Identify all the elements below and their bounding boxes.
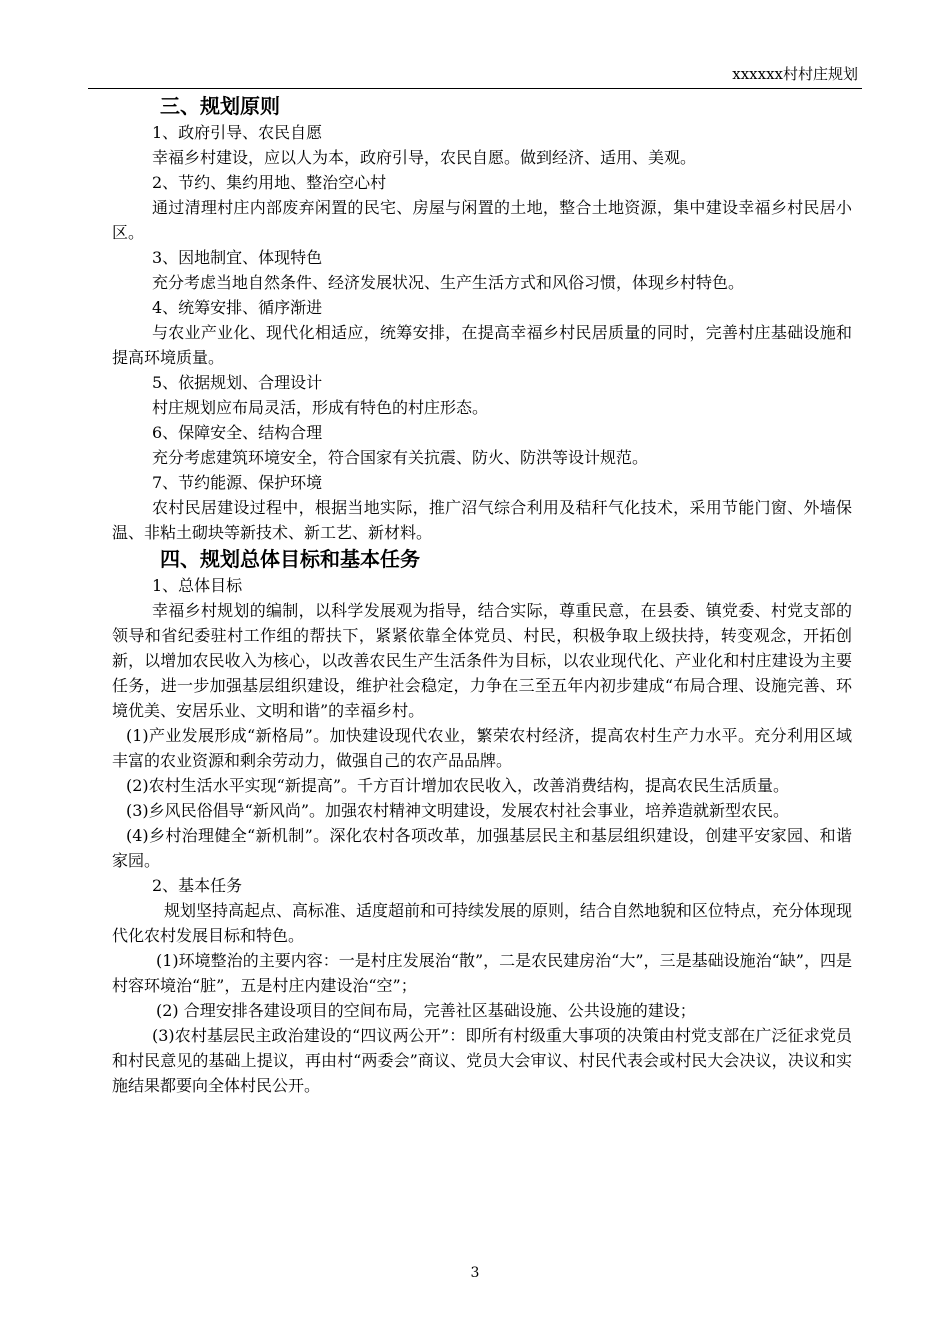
principle-5-title: 5、依据规划、合理设计	[152, 373, 323, 392]
goal-point-1: (1)产业发展形成“新格局”。加快建设现代农业，繁荣农村经济，提高农村生产力水平。充分利用区域丰富的农业资源和剩余劳动力，做强自己的农产品品牌。	[112, 726, 852, 770]
task-point-3: (3)农村基层民主政治建设的“四议两公开”：即所有村级重大事项的决策由村党支部在广泛征求党员和村民意见的基础上提议，再由村“两委会”商议、党员大会审议、村民代表会或村民大会决议，决议和实施结果都要向全体村民公开。	[112, 1026, 852, 1095]
task-point-1: (1)环境整治的主要内容：一是村庄发展治“散”，二是农民建房治“大”，三是基础设施治“缺”，四是村容环境治“脏”，五是村庄内建设治“空”；	[112, 951, 852, 995]
page-number: 3	[470, 1265, 480, 1281]
principle-2-text: 通过清理村庄内部废弃闲置的民宅、房屋与闲置的土地，整合土地资源，集中建设幸福乡村民居小区。	[112, 198, 852, 242]
task-text: 规划坚持高起点、高标准、适度超前和可持续发展的原则，结合自然地貌和区位特点，充分体现现代化农村发展目标和特色。	[112, 901, 853, 945]
task-title: 2、基本任务	[152, 876, 243, 895]
goal-point-4: (4)乡村治理健全“新机制”。深化农村各项改革，加强基层民主和基层组织建设，创建平安家园、和谐家园。	[112, 826, 852, 870]
goal-title: 1、总体目标	[152, 576, 243, 595]
document-body	[112, 92, 852, 1098]
principle-5-text: 村庄规划应布局灵活，形成有特色的村庄形态。	[152, 398, 489, 417]
principle-6-text: 充分考虑建筑环境安全，符合国家有关抗震、防火、防洪等设计规范。	[152, 448, 649, 467]
principle-3-text: 充分考虑当地自然条件、经济发展状况、生产生活方式和风俗习惯，体现乡村特色。	[152, 273, 745, 292]
principle-1-title: 1、政府引导、农民自愿	[152, 123, 323, 142]
principle-6-title: 6、保障安全、结构合理	[152, 423, 323, 442]
goal-point-2: (2)农村生活水平实现“新提高”。千方百计增加农民收入，改善消费结构，提高农民生活质量。	[126, 776, 790, 795]
goal-point-3: (3)乡风民俗倡导“新风尚”。加强农村精神文明建设，发展农村社会事业，培养造就新型农民。	[126, 801, 790, 820]
principle-1-text: 幸福乡村建设，应以人为本，政府引导，农民自愿。做到经济、适用、美观。	[152, 148, 697, 167]
running-header: xxxxxx村村庄规划	[732, 65, 858, 83]
principle-2-title: 2、节约、集约用地、整治空心村	[152, 173, 387, 192]
header-rule	[88, 88, 862, 89]
principle-4-text: 与农业产业化、现代化相适应，统筹安排，在提高幸福乡村民居质量的同时，完善村庄基础设施和提高环境质量。	[112, 323, 852, 367]
principle-4-title: 4、统筹安排、循序渐进	[152, 298, 323, 317]
goal-text: 幸福乡村规划的编制，以科学发展观为指导，结合实际，尊重民意，在县委、镇党委、村党支部的领导和省纪委驻村工作组的帮扶下，紧紧依靠全体党员、村民，积极争取上级扶持，转变观念，开拓创新，以增加农民收入为核心，以改善农民生产生活条件为目标，以农业现代化、产业化和村庄建设为主要任务，进一步加强基层组织建设，维护社会稳定，力争在三至五年内初步建成“布局合理、设施完善、环境优美、安居乐业、文明和谐”的幸福乡村。	[112, 601, 852, 720]
principle-3-title: 3、因地制宜、体现特色	[152, 248, 323, 267]
section-3-heading: 三、规划原则	[160, 94, 280, 118]
task-point-2: (2) 合理安排各建设项目的空间布局，完善社区基础设施、公共设施的建设；	[156, 1001, 696, 1020]
principle-7-text: 农村民居建设过程中，根据当地实际，推广沼气综合利用及秸秆气化技术，采用节能门窗、外墙保温、非粘土砌块等新技术、新工艺、新材料。	[112, 498, 852, 542]
principle-7-title: 7、节约能源、保护环境	[152, 473, 323, 492]
section-4-heading: 四、规划总体目标和基本任务	[160, 547, 420, 571]
